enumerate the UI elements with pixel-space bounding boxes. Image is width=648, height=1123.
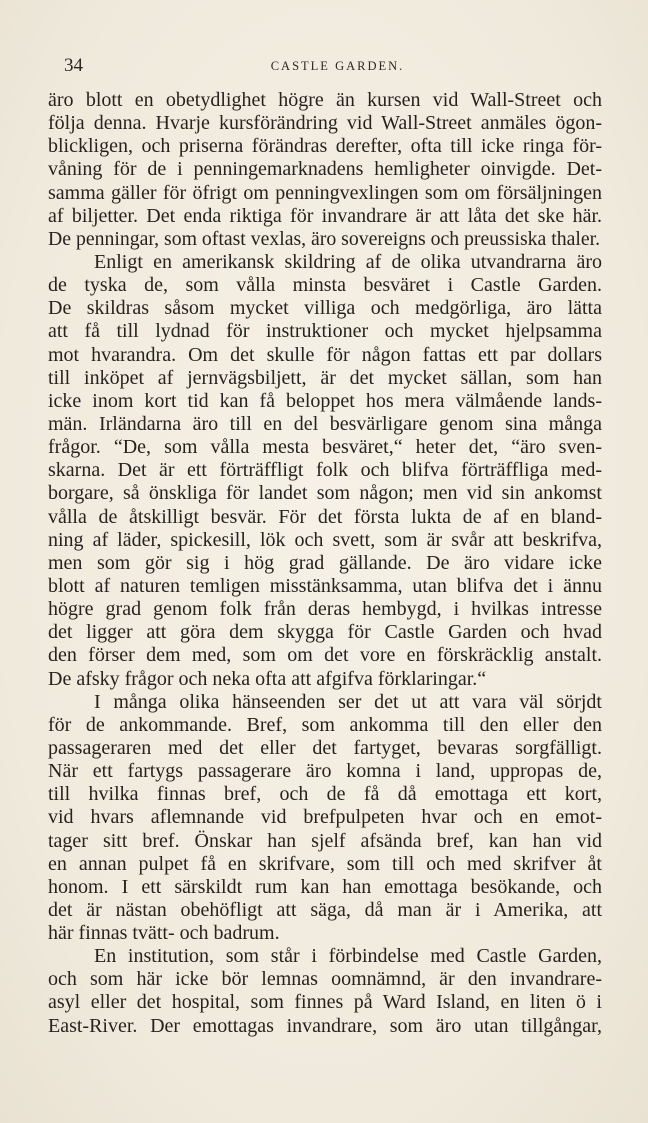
text-line: De skildras såsom mycket villiga och medgörliga, äro lätta (48, 297, 602, 320)
text-line: af biljetter. Det enda riktiga för invandrare är att låta det ske här. (48, 204, 602, 227)
text-line: den förser dem med, som om det vore en förskräcklig anstalt. (48, 644, 602, 667)
text-line: vid hvars aflemnande vid brefpulpeten hvar och en emot- (48, 806, 602, 829)
text-line: blickligen, och priserna förändras derefter, ofta till icke ringa för- (48, 135, 602, 158)
text-line: till hvilka finnas bref, och de få då emottaga ett kort, (48, 783, 602, 806)
text-line: det ligger att göra dem skygga för Castle Garden och hvad (48, 621, 602, 644)
text-line: vålla de åtskilligt besvär. För det första lukta de af en bland- (48, 505, 602, 528)
text-line: här finnas tvätt- och badrum. (48, 922, 280, 945)
text-line: Enligt en amerikansk skildring af de olika utvandrarna äro (94, 250, 602, 273)
text-line: I många olika hänseenden ser det ut att vara väl sörjdt (94, 690, 602, 713)
text-line: till inköpet af jernvägsbiljett, är det mycket sällan, som han (48, 366, 602, 389)
text-line: När ett fartygs passagerare äro komna i land, uppropas de, (48, 760, 602, 783)
text-line: De penningar, som oftast vexlas, äro sovereigns och preussiska thaler. (48, 227, 601, 250)
text-line: de tyska de, som vålla minsta besväret i Castle Garden. (48, 274, 602, 297)
text-line: mot hvarandra. Om det skulle för någon fattas ett par dollars (48, 343, 602, 366)
text-line: män. Irländarna äro till en del besvärligare genom sina många (48, 412, 602, 435)
text-line: för de ankommande. Bref, som ankomma till den eller den (48, 713, 602, 736)
text-line: asyl eller det hospital, som finnes på Ward Island, en liten ö i (48, 991, 602, 1014)
text-line: det är nästan obehöfligt att säga, då man är i Amerika, att (48, 898, 602, 921)
text-line: och som här icke bör lemnas oomnämnd, är den invandrare- (48, 968, 602, 991)
text-line: våning för de i penningemarknadens hemligheter oinvigde. Det- (48, 158, 602, 181)
text-line: blott af naturen temligen misstänksamma, utan blifva det i ännu (48, 574, 602, 597)
text-line: samma gäller för öfrigt om penningvexlingen som om försäljningen (48, 181, 602, 204)
text-line: icke inom kort tid kan få beloppet hos mera välmående lands- (48, 389, 602, 412)
text-line: att få till lydnad för instruktioner och mycket hjelpsamma (48, 320, 602, 343)
text-line: frågor. “De, som vålla mesta besväret,“ heter det, “äro sven- (48, 436, 602, 459)
text-line: passageraren med det eller det fartyget, bevaras sorgfälligt. (48, 736, 602, 759)
text-line: följa denna. Hvarje kursförändring vid Wall-Street anmäles ögon- (48, 112, 602, 135)
body-text (48, 89, 602, 1038)
text-line: skarna. Det är ett förträffligt folk och blifva förträffliga med- (48, 459, 602, 482)
text-line: De afsky frågor och neka ofta att afgifva förklaringar.“ (48, 667, 487, 690)
text-line: honom. I ett särskildt rum kan han emottaga besökande, och (48, 875, 602, 898)
text-line: borgare, så önskliga för landet som någon; men vid sin ankomst (48, 482, 602, 505)
text-line: äro blott en obetydlighet högre än kursen vid Wall-Street och (48, 89, 602, 111)
text-line: högre grad genom folk från deras hembygd, i hvilkas intresse (48, 598, 602, 621)
page-header (64, 55, 611, 79)
text-line: en annan pulpet få en skrifvare, som till och med skrifver åt (48, 852, 602, 875)
text-line: En institution, som står i förbindelse med Castle Garden, (94, 945, 602, 968)
running-head: CASTLE GARDEN. (270, 59, 405, 73)
text-line: East-River. Der emottagas invandrare, som äro utan tillgångar, (48, 1014, 602, 1037)
page-number: 34 (64, 55, 83, 76)
text-line: men som gör sig i hög grad gällande. De äro vidare icke (48, 551, 602, 574)
text-line: ning af läder, spickesill, lök och svett, som är svår att beskrifva, (48, 528, 602, 551)
text-line: tager sitt bref. Önskar han sjelf afsända bref, kan han vid (48, 829, 602, 852)
